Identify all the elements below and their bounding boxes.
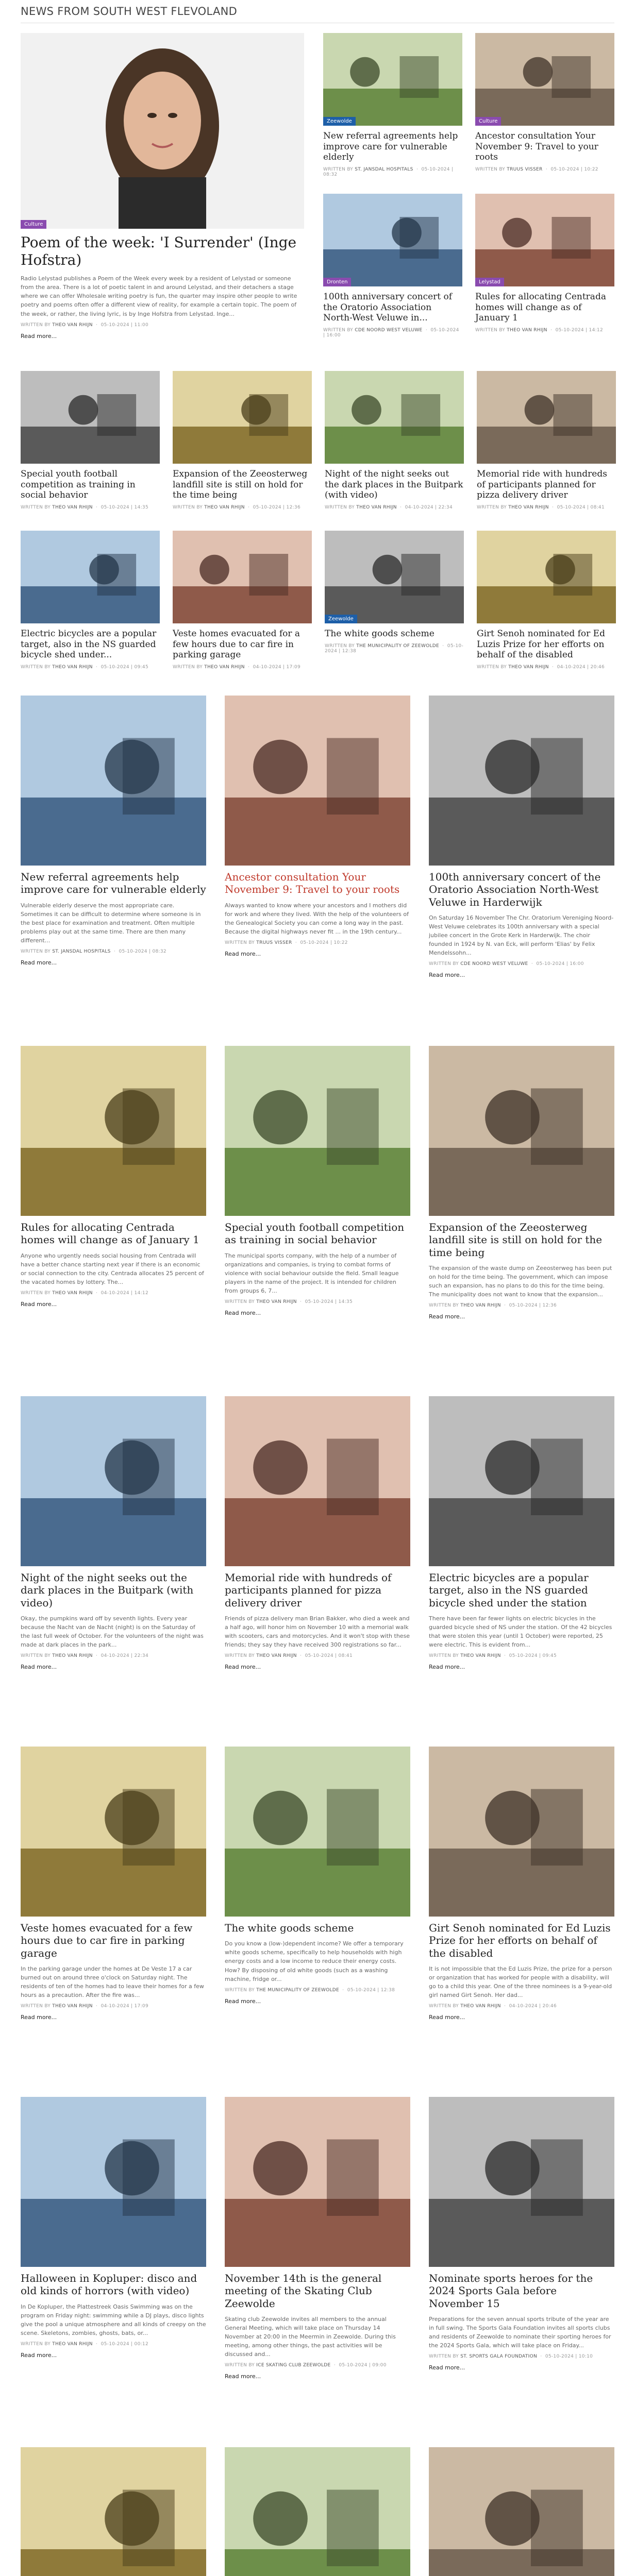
- article-read-more[interactable]: Read more...: [21, 1300, 57, 1308]
- article-title[interactable]: 100th anniversary concert of the Oratorio Association North-West Veluwe in Harderwijk: [429, 871, 601, 908]
- article-title[interactable]: Veste homes evacuated for a few hours due to car fire in parking garage: [21, 1922, 193, 1959]
- article-excerpt: Always wanted to know where your ancestors and I mothers did for work and where they lived. With the help of the volunteers of the Genealogical Society you can come a long way in the past. Because the digital highways never fit ... in the 19th century...: [225, 902, 409, 935]
- top-story-badge[interactable]: Lelystad: [475, 278, 504, 286]
- article-meta: WRITTEN BY THE MUNICIPALITY OF ZEEWOLDE · 05-10-2024 | 12:38: [225, 1987, 395, 1993]
- article-card[interactable]: [429, 1747, 614, 2021]
- article-image[interactable]: [429, 696, 614, 866]
- grid-story-title[interactable]: Electric bicycles are a popular target, also in the NS guarded bicycle shed under...: [21, 629, 157, 660]
- article-read-more[interactable]: Read more...: [21, 2351, 57, 2359]
- article-excerpt: Okay, the pumpkins ward off by seventh lights. Every year because the Nacht van de Nacht (night) is on the Saturday of the last full week of October. For the volunteers of the night was made at dark places in the park...: [21, 1615, 204, 1649]
- article-read-more[interactable]: Read more...: [225, 1997, 261, 2005]
- article-card[interactable]: [21, 1396, 206, 1671]
- grid-story-meta: WRITTEN BY THEO VAN RHIJN · 04-10-2024 | 17:09: [173, 665, 300, 670]
- top-story-meta: WRITTEN BY THEO VAN RHIJN · 05-10-2024 | 14:12: [475, 328, 603, 333]
- top-story-meta: WRITTEN BY ST. JANSDAL HOSPITALS · 05-10-2024 | 08:32: [323, 167, 454, 178]
- article-read-more[interactable]: Read more...: [21, 1664, 57, 1671]
- article-title[interactable]: Memorial ride with hundreds of participants planned for pizza delivery driver: [225, 1571, 392, 1609]
- article-meta: WRITTEN BY ICE SKATING CLUB ZEEWOLDE · 05-10-2024 | 09:00: [225, 2363, 387, 2368]
- grid-story-image[interactable]: [325, 531, 464, 623]
- top-story-card[interactable]: [475, 194, 614, 333]
- grid-story-image[interactable]: [477, 371, 616, 464]
- article-title[interactable]: The white goods scheme: [225, 1922, 354, 1934]
- article-meta: WRITTEN BY THEO VAN RHIJN · 04-10-2024 | 14:12: [21, 1290, 148, 1296]
- article-image[interactable]: [429, 1396, 614, 1566]
- article-title[interactable]: Girt Senoh nominated for Ed Luzis Prize for her efforts on behalf of the disabled: [429, 1922, 611, 1959]
- article-image[interactable]: [225, 2097, 410, 2267]
- top-story-title[interactable]: New referral agreements help improve care for vulnerable elderly: [323, 131, 458, 163]
- grid-story-title[interactable]: The white goods scheme: [325, 629, 435, 639]
- article-image[interactable]: [429, 2097, 614, 2267]
- top-story-image[interactable]: [323, 33, 462, 126]
- article-image[interactable]: [429, 1046, 614, 1216]
- article-card[interactable]: [225, 696, 410, 958]
- article-excerpt: Do you know a (low-)dependent income? We offer a temporary white goods scheme, specifically to help households with high energy costs and a low income to reduce their energy costs. How? By disposing of old white goods (such as a washing machine, fridge or...: [225, 1940, 404, 1982]
- article-excerpt: The municipal sports company, with the help of a number of organizations and companies, is trying to combat forms of violence with social behaviour outside the field. Small league players in the name of the project. It is intended for children from groups 6, 7...: [225, 1252, 399, 1294]
- grid-story-meta: WRITTEN BY THEO VAN RHIJN · 04-10-2024 | 22:34: [325, 505, 453, 511]
- grid-story-title[interactable]: Expansion of the Zeeosterweg landfill site is still on hold for the time being: [173, 469, 308, 501]
- grid-story-card[interactable]: [477, 531, 616, 670]
- article-read-more[interactable]: Read more...: [21, 959, 57, 967]
- article-image[interactable]: [21, 1747, 206, 1917]
- article-excerpt: Anyone who urgently needs social housing from Centrada will have a better chance starting next year if there is an economic or social connection to the city. Centrada allocates 25 percent of the vacated homes by lottery. The...: [21, 1252, 204, 1285]
- article-title[interactable]: Night of the night seeks out the dark places in the Buitpark (with video): [21, 1571, 194, 1609]
- grid-story-title[interactable]: Memorial ride with hundreds of participants planned for pizza delivery driver: [477, 469, 607, 501]
- article-title[interactable]: Special youth football competition as training in social behavior: [225, 1221, 405, 1246]
- featured-title[interactable]: Poem of the week: 'I Surrender' (Inge Hofstra): [21, 234, 297, 269]
- grid-story-title[interactable]: Veste homes evacuated for a few hours due to car fire in parking garage: [173, 629, 300, 660]
- article-image[interactable]: [225, 1396, 410, 1566]
- article-read-more[interactable]: Read more...: [429, 1664, 465, 1671]
- article-title[interactable]: Nominate sports heroes for the 2024 Sports Gala before November 15: [429, 2272, 593, 2310]
- article-image[interactable]: [21, 1046, 206, 1216]
- article-card[interactable]: [225, 2097, 410, 2380]
- article-read-more[interactable]: Read more...: [429, 972, 465, 979]
- article-read-more[interactable]: Read more...: [225, 950, 261, 957]
- article-meta: WRITTEN BY THEO VAN RHIJN · 05-10-2024 | 12:36: [429, 1303, 557, 1309]
- article-excerpt: There have been far fewer lights on electric bicycles in the guarded bicycle shed of NS under the station. Of the 42 bicycles that were stolen this year (until 1 October) were reported, 25 were electric. This is evident from...: [429, 1615, 612, 1649]
- article-meta: WRITTEN BY THEO VAN RHIJN · 05-10-2024 | 08:41: [225, 1653, 353, 1659]
- grid-story-meta: WRITTEN BY THEO VAN RHIJN · 04-10-2024 | 20:46: [477, 665, 605, 670]
- article-excerpt: It is not impossible that the Ed Luzis Prize, the prize for a person or organization that has worked for people with a disability, will go to a child this year. One of the three nominees is a 9-year-old girl named Girt Senoh. Her dad...: [429, 1965, 612, 1999]
- grid-story-card[interactable]: [21, 531, 160, 670]
- top-story-card[interactable]: [475, 33, 614, 172]
- article-card[interactable]: [21, 2447, 206, 2576]
- featured-meta: WRITTEN BY THEO VAN RHIJN · 05-10-2024 | 11:00: [21, 322, 148, 328]
- top-story-card[interactable]: [323, 194, 462, 338]
- article-card[interactable]: [225, 1046, 410, 1317]
- article-image[interactable]: [21, 696, 206, 866]
- featured-article[interactable]: [21, 33, 304, 340]
- article-card[interactable]: [429, 2097, 614, 2371]
- grid-story-card[interactable]: [477, 371, 616, 510]
- grid-story-image[interactable]: [173, 371, 312, 464]
- article-meta: WRITTEN BY TRUUS VISSER · 05-10-2024 | 10:22: [225, 940, 348, 945]
- article-meta: WRITTEN BY ST. JANSDAL HOSPITALS · 05-10-2024 | 08:32: [21, 949, 166, 955]
- article-meta: WRITTEN BY THEO VAN RHIJN · 05-10-2024 | 14:35: [225, 1299, 353, 1305]
- grid-story-title[interactable]: Night of the night seeks out the dark places in the Buitpark (with video): [325, 469, 463, 501]
- top-story-badge[interactable]: Dronten: [323, 278, 351, 286]
- grid-story-title[interactable]: Girt Senoh nominated for Ed Luzis Prize for her efforts on behalf of the disabled: [477, 629, 605, 660]
- article-title[interactable]: Expansion of the Zeeosterweg landfill site is still on hold for the time being: [429, 1221, 603, 1259]
- article-meta: WRITTEN BY THEO VAN RHIJN · 04-10-2024 | 17:09: [21, 2004, 148, 2009]
- top-story-meta: WRITTEN BY CDE NOORD WEST VELUWE · 05-10-2024 | 16:00: [323, 328, 459, 338]
- top-story-title[interactable]: 100th anniversary concert of the Oratorio Association North-West Veluwe in...: [323, 292, 453, 324]
- grid-story-meta: WRITTEN BY THEO VAN RHIJN · 05-10-2024 | 12:36: [173, 505, 300, 511]
- top-story-badge[interactable]: Culture: [475, 117, 501, 126]
- article-card[interactable]: [21, 2097, 206, 2359]
- article-meta: WRITTEN BY THEO VAN RHIJN · 04-10-2024 | 20:46: [429, 2004, 557, 2009]
- article-card[interactable]: [225, 1396, 410, 1671]
- article-image[interactable]: [429, 1747, 614, 1917]
- article-title[interactable]: Rules for allocating Centrada homes will change as of January 1: [21, 1221, 199, 1246]
- grid-story-card[interactable]: [173, 531, 312, 670]
- grid-story-card[interactable]: [325, 371, 464, 510]
- article-meta: WRITTEN BY THEO VAN RHIJN · 05-10-2024 | 00:12: [21, 2341, 148, 2347]
- article-read-more[interactable]: Read more...: [225, 1664, 261, 1671]
- article-meta: WRITTEN BY ST. SPORTS GALA FOUNDATION · 05-10-2024 | 10:10: [429, 2354, 593, 2360]
- top-story-image[interactable]: [475, 194, 614, 286]
- section-title: NEWS FROM SOUTH WEST FLEVOLAND: [21, 5, 238, 18]
- top-story-image[interactable]: [323, 194, 462, 286]
- featured-read-more[interactable]: Read more...: [21, 332, 57, 340]
- article-read-more[interactable]: Read more...: [21, 2014, 57, 2021]
- article-image[interactable]: [21, 1396, 206, 1566]
- article-card[interactable]: [21, 1747, 206, 2021]
- grid-story-card[interactable]: [325, 531, 464, 654]
- article-meta: WRITTEN BY THEO VAN RHIJN · 04-10-2024 | 22:34: [21, 1653, 148, 1659]
- grid-story-card[interactable]: [21, 371, 160, 510]
- article-card[interactable]: [429, 1396, 614, 1671]
- article-meta: WRITTEN BY THEO VAN RHIJN · 05-10-2024 | 09:45: [429, 1653, 557, 1659]
- article-card[interactable]: [21, 696, 206, 967]
- article-title[interactable]: Halloween in Kopluper: disco and old kinds of horrors (with video): [21, 2272, 197, 2297]
- article-read-more[interactable]: Read more...: [225, 2373, 261, 2380]
- article-excerpt: In De Kopluper, the Plattestreek Oasis Swimming was on the program on Friday night: swimming while a DJ plays, disco lights give the pool a unique atmosphere and all kinds of creepy on the scene. Skeletons, zombies, ghosts, bats, or...: [21, 2303, 206, 2336]
- grid-story-meta: WRITTEN BY THEO VAN RHIJN · 05-10-2024 | 14:35: [21, 505, 148, 511]
- grid-story-meta: WRITTEN BY THEO VAN RHIJN · 05-10-2024 | 08:41: [477, 505, 605, 511]
- grid-story-image[interactable]: [21, 371, 160, 464]
- top-story-badge[interactable]: Zeewolde: [323, 117, 356, 126]
- article-excerpt: Vulnerable elderly deserve the most appropriate care. Sometimes it can be difficult to determine where someone is in the best place for examination and treatment. Often multiple problems play out at the same time. There are then many different...: [21, 902, 201, 944]
- article-read-more[interactable]: Read more...: [429, 2364, 465, 2371]
- article-card[interactable]: [429, 1046, 614, 1320]
- grid-story-meta: WRITTEN BY THE MUNICIPALITY OF ZEEWOLDE · 05-10-2024 | 12:38: [325, 643, 463, 654]
- article-image[interactable]: [225, 1747, 410, 1917]
- article-excerpt: Preparations for the seven annual sports tribute of the year are in full swing. The Sports Gala Foundation invites all sports clubs and residents of Zeewolde to nominate their sporting heroes for the 2024 Sports Gala, which will take place on Friday...: [429, 2316, 611, 2349]
- article-card[interactable]: [21, 1046, 206, 1308]
- article-excerpt: In the parking garage under the homes at De Veste 17 a car burned out on around three o'clock on Saturday night. The residents of ten of the homes had to leave their homes for a few hours as a precaution. After the fire was...: [21, 1965, 204, 1999]
- article-image[interactable]: [225, 2447, 410, 2576]
- featured-excerpt: Radio Lelystad publishes a Poem of the Week every week by a resident of Lelystad or someone from the area. There is a lot of poetic talent in and around Lelystad, and their detachers a stage where we can offer Wholesale writing poetry is fun, the quarter may inspire other people to write poetry and poems often offer a different view of reality, for example a certain topic. The poem of the week, or rather, the living lyric, is by Inge Hofstra from Lelystad. Inge...: [21, 275, 297, 317]
- grid-story-image[interactable]: [21, 531, 160, 623]
- grid-story-image[interactable]: [173, 531, 312, 623]
- article-read-more[interactable]: Read more...: [429, 2014, 465, 2021]
- article-image[interactable]: [21, 2097, 206, 2267]
- article-card[interactable]: [429, 696, 614, 979]
- article-title[interactable]: Ancestor consultation Your November 9: Travel to your roots: [225, 871, 400, 896]
- article-excerpt: The expansion of the waste dump on Zeeosterweg has been put on hold for the time being. The government, which can impose such an expansion, has no plans to do this for the time being. The municipality does not want to know that the expansion...: [429, 1265, 612, 1298]
- article-image[interactable]: [225, 696, 410, 866]
- grid-story-image[interactable]: [477, 531, 616, 623]
- article-image[interactable]: [21, 2447, 206, 2576]
- top-story-meta: WRITTEN BY TRUUS VISSER · 05-10-2024 | 10:22: [475, 167, 598, 173]
- top-story-image[interactable]: [475, 33, 614, 126]
- article-title[interactable]: New referral agreements help improve care for vulnerable elderly: [21, 871, 206, 896]
- article-read-more[interactable]: Read more...: [429, 1313, 465, 1320]
- featured-badge[interactable]: Culture: [21, 220, 46, 229]
- article-card[interactable]: [429, 2447, 614, 2576]
- grid-story-title[interactable]: Special youth football competition as training in social behavior: [21, 469, 136, 501]
- grid-story-card[interactable]: [173, 371, 312, 510]
- article-excerpt: Friends of pizza delivery man Brian Bakker, who died a week and a half ago, will honor him on November 10 with a memorial walk with scooters, cars and motorcycles. And it won't stop with these friends; they say they have received 300 registrations so far...: [225, 1615, 410, 1649]
- article-meta: WRITTEN BY CDE NOORD WEST VELUWE · 05-10-2024 | 16:00: [429, 961, 584, 967]
- featured-image[interactable]: [21, 33, 304, 229]
- top-story-title[interactable]: Rules for allocating Centrada homes will change as of January 1: [475, 292, 606, 324]
- article-card[interactable]: [225, 1747, 410, 2005]
- article-read-more[interactable]: Read more...: [225, 1310, 261, 1317]
- grid-story-meta: WRITTEN BY THEO VAN RHIJN · 05-10-2024 | 09:45: [21, 665, 148, 670]
- article-card[interactable]: [225, 2447, 410, 2576]
- article-title[interactable]: Electric bicycles are a popular target, also in the NS guarded bicycle shed under the station: [429, 1571, 589, 1609]
- article-excerpt: Skating club Zeewolde invites all members to the annual General Meeting, which will take place on Thursday 14 November at 20:00 in the Meermin in Zeewolde. During this meeting, among other things, the past activities will be discussed and...: [225, 2316, 396, 2358]
- article-image[interactable]: [429, 2447, 614, 2576]
- top-story-title[interactable]: Ancestor consultation Your November 9: Travel to your roots: [475, 131, 598, 163]
- article-title[interactable]: November 14th is the general meeting of the Skating Club Zeewolde: [225, 2272, 382, 2310]
- article-image[interactable]: [225, 1046, 410, 1216]
- grid-story-image[interactable]: [325, 371, 464, 464]
- grid-story-badge[interactable]: Zeewolde: [325, 615, 357, 623]
- top-story-card[interactable]: [323, 33, 462, 177]
- article-excerpt: On Saturday 16 November The Chr. Oratorium Vereniging Noord-West Veluwe celebrates its 100th anniversary with a special jubilee concert in the Grote Kerk in Harderwijk. The choir founded in 1924 by N. van Eck, will perform 'Elias' by Felix Mendelssohn...: [429, 914, 614, 957]
